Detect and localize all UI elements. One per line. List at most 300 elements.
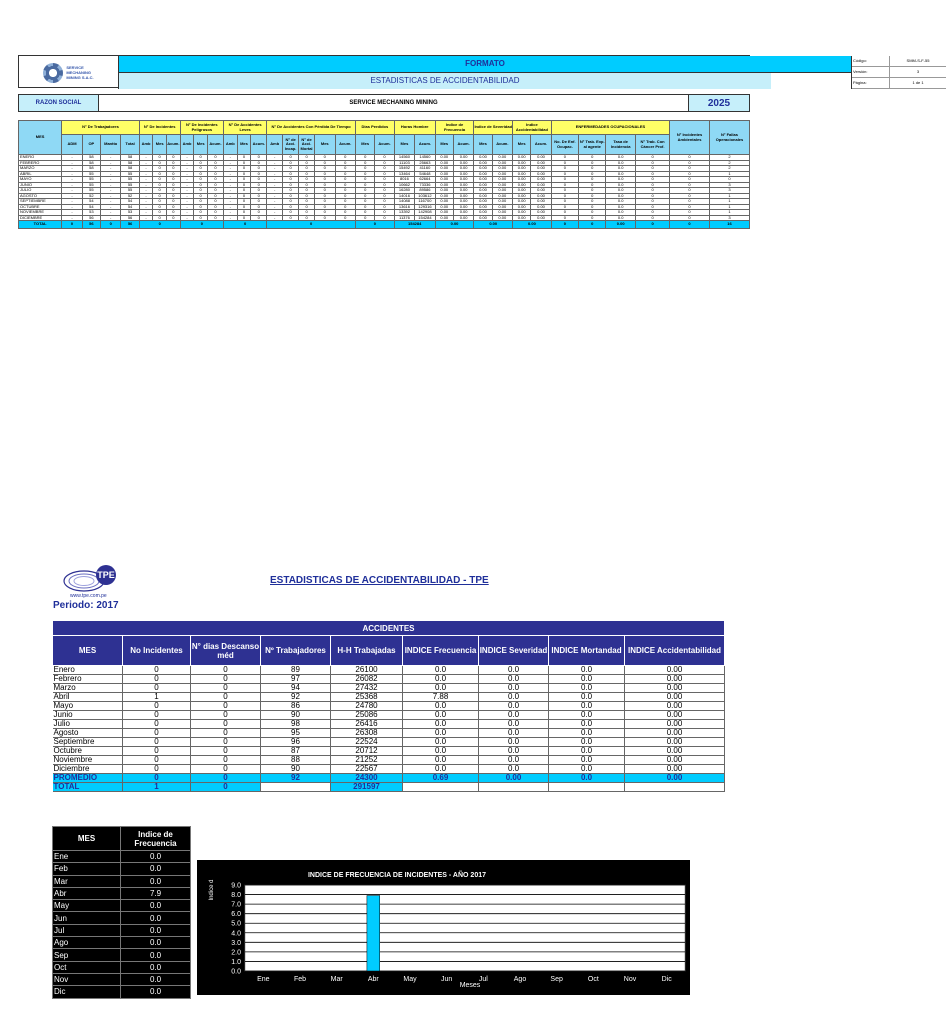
pagina-label: Página:	[852, 78, 890, 89]
table-cell: 1	[709, 210, 749, 216]
table-cell: 0.00	[513, 199, 531, 205]
table-cell: 8016	[394, 177, 414, 183]
table-cell: 0	[315, 188, 335, 194]
table-cell: -	[139, 177, 153, 183]
tpe-col-header: H-H Trabajadas	[331, 636, 403, 666]
version-label: Versión:	[852, 67, 890, 78]
table-cell: -	[139, 210, 153, 216]
table-cell: 0	[375, 199, 394, 205]
table-cell: -	[100, 166, 120, 172]
table-cell: 58	[121, 155, 139, 161]
table-cell: 0	[551, 155, 578, 161]
sub-acum: Acum.	[375, 135, 394, 155]
sub-acum: Acum.	[251, 135, 267, 155]
table-cell: 0	[283, 188, 299, 194]
table-cell: 0.0	[479, 765, 549, 774]
freq-value: 0.0	[121, 949, 191, 961]
table-cell: 0	[191, 711, 261, 720]
table-cell: 58	[82, 166, 100, 172]
table-cell: 0	[579, 177, 606, 183]
table-cell: -	[223, 210, 237, 216]
y-tick-label: 9.0	[231, 882, 241, 890]
table-cell: 0.0	[549, 729, 625, 738]
table-cell: 0	[194, 166, 208, 172]
table-row	[53, 924, 191, 936]
table-cell: 0	[375, 188, 394, 194]
table-cell: SEPTIEMBRE	[19, 199, 62, 205]
sub-mes: Mes	[153, 135, 167, 155]
table-cell: 0	[579, 215, 606, 221]
table-cell: 54	[82, 204, 100, 210]
table-cell: 55	[121, 177, 139, 183]
sub-acci-incap: N° de Acci. Incap.	[283, 135, 299, 155]
table-cell: 0	[299, 193, 315, 199]
table-cell: 0.00	[435, 155, 453, 161]
table-row	[53, 887, 191, 899]
table-cell: 0	[251, 193, 267, 199]
table-cell: 52	[121, 193, 139, 199]
y-tick-label: 4.0	[231, 930, 241, 938]
table-row	[53, 875, 191, 887]
table-cell: 27432	[331, 684, 403, 693]
table-cell: 0	[123, 684, 191, 693]
table-cell: 0.0	[549, 711, 625, 720]
table-cell: 0	[167, 215, 181, 221]
table-cell: 0	[579, 199, 606, 205]
table-cell: 0.00	[474, 166, 492, 172]
tpe-period: Periodo: 2017	[53, 600, 119, 611]
table-cell: 0	[191, 675, 261, 684]
table-cell: 0	[579, 160, 606, 166]
table-row	[53, 937, 191, 949]
table-cell: 97	[261, 675, 331, 684]
table-cell: 0.0	[479, 711, 549, 720]
table-cell: 0	[153, 160, 167, 166]
table-cell: Noviembre	[53, 756, 123, 765]
sub-acum: Acum.	[415, 135, 435, 155]
table-cell: 54	[121, 204, 139, 210]
table-cell: 0.00	[435, 182, 453, 188]
table-cell: 0.00	[453, 215, 474, 221]
table-cell: 1	[123, 783, 191, 792]
table-cell: 26100	[331, 666, 403, 675]
tpe-col-header: INDICE Mortandad	[549, 636, 625, 666]
table-cell: 89586	[415, 188, 435, 194]
table-cell: 116700	[415, 199, 435, 205]
table-cell: 90	[261, 765, 331, 774]
table-cell: 0	[579, 171, 606, 177]
table-cell: 3	[709, 188, 749, 194]
freq-month: Nov	[53, 973, 121, 985]
table-cell: 0	[237, 215, 251, 221]
table-row	[53, 973, 191, 985]
table-cell: 0	[579, 166, 606, 172]
y-tick-label: 6.0	[231, 911, 241, 919]
form-header	[18, 55, 930, 88]
total-cell: 0.00	[606, 221, 636, 229]
y-tick-label: 2.0	[231, 949, 241, 957]
table-cell: -	[180, 171, 194, 177]
table-cell: 0	[123, 711, 191, 720]
table-cell: 0.00	[492, 182, 513, 188]
table-cell: -	[62, 215, 82, 221]
table-cell: 0.0	[606, 204, 636, 210]
table-cell: 0.00	[513, 204, 531, 210]
table-cell: 26308	[331, 729, 403, 738]
table-cell: 0	[153, 171, 167, 177]
table-cell: 0	[283, 199, 299, 205]
table-cell: 0	[375, 171, 394, 177]
table-cell: 1	[709, 193, 749, 199]
table-cell: 0.00	[513, 177, 531, 183]
table-cell: FEBRERO	[19, 160, 62, 166]
table-cell: 98	[261, 720, 331, 729]
sub-op: OP	[82, 135, 100, 155]
table-cell: 0.00	[513, 160, 531, 166]
table-cell: 0	[551, 199, 578, 205]
table-cell: -	[139, 188, 153, 194]
freq-month: Jul	[53, 924, 121, 936]
table-cell: 0.00	[435, 171, 453, 177]
table-cell: 22524	[331, 738, 403, 747]
freq-month: Sep	[53, 949, 121, 961]
freq-value: 0.0	[121, 863, 191, 875]
table-cell: 0	[299, 155, 315, 161]
table-cell: 0	[237, 210, 251, 216]
table-cell: -	[100, 204, 120, 210]
table-cell: 0.00	[453, 160, 474, 166]
table-cell: 0	[635, 215, 669, 221]
table-cell: -	[267, 215, 283, 221]
table-cell: 0	[335, 182, 356, 188]
table-cell: 0	[299, 210, 315, 216]
table-cell: 0	[635, 199, 669, 205]
table-cell: 0	[356, 171, 375, 177]
table-cell: 14016	[394, 193, 414, 199]
freq-value: 0.0	[121, 875, 191, 887]
table-cell: 0.00	[531, 160, 551, 166]
table-row	[53, 863, 191, 875]
table-cell: 0	[208, 177, 224, 183]
freq-value: 0.0	[121, 912, 191, 924]
total-cell: 56	[82, 221, 100, 229]
table-cell: 0	[315, 199, 335, 205]
table-cell: 0.00	[453, 204, 474, 210]
y-tick-label: 8.0	[231, 892, 241, 900]
table-row	[53, 900, 191, 912]
tpe-logo-letters: TPE	[97, 570, 115, 580]
y-tick-label: 7.0	[231, 901, 241, 909]
table-cell: 0.0	[403, 756, 479, 765]
total-cell: 0.00	[435, 221, 474, 229]
table-cell: 62664	[415, 177, 435, 183]
table-cell: -	[223, 166, 237, 172]
col-incidentes-peligrosos: N° De Incidentes Peligrosos	[180, 121, 223, 135]
table-cell: 0	[375, 177, 394, 183]
table-cell: 0.0	[549, 765, 625, 774]
table-cell: 0.00	[513, 182, 531, 188]
table-cell: 0.0	[549, 684, 625, 693]
freq-month: Ago	[53, 937, 121, 949]
table-cell: Enero	[53, 666, 123, 675]
table-cell: 92	[261, 774, 331, 783]
total-row	[53, 783, 725, 792]
col-enfermedades: ENFERMEDADES OCUPACIONALES	[551, 121, 669, 135]
table-cell: 0	[315, 177, 335, 183]
freq-col-mes: MES	[53, 827, 121, 851]
table-cell: 0	[356, 210, 375, 216]
table-cell: 0	[194, 204, 208, 210]
table-cell: 58	[82, 155, 100, 161]
table-cell: 0	[251, 182, 267, 188]
table-cell: 0	[208, 155, 224, 161]
table-cell: 0.00	[435, 210, 453, 216]
table-cell: 14088	[394, 199, 414, 205]
form-subtitle: ESTADISTICAS DE ACCIDENTABILIDAD	[119, 73, 771, 90]
table-cell: 0.0	[549, 666, 625, 675]
table-cell: 55	[121, 171, 139, 177]
table-cell: 0	[153, 210, 167, 216]
table-cell: 0	[194, 155, 208, 161]
table-cell: 0	[153, 215, 167, 221]
total-cell: 0	[356, 221, 395, 229]
table-cell: 0	[709, 177, 749, 183]
table-cell: 0.0	[549, 747, 625, 756]
table-cell: 0	[167, 210, 181, 216]
table-cell: 0.00	[474, 155, 492, 161]
table-cell: 0	[191, 783, 261, 792]
sub-mes: Mes	[435, 135, 453, 155]
table-cell: 0	[579, 210, 606, 216]
table-cell: 0	[191, 756, 261, 765]
table-cell: 0	[194, 210, 208, 216]
table-cell: -	[139, 160, 153, 166]
table-cell: 0	[635, 188, 669, 194]
table-cell: 0	[635, 193, 669, 199]
table-cell: 0	[251, 171, 267, 177]
table-cell: -	[62, 188, 82, 194]
table-cell: 1	[709, 204, 749, 210]
table-cell: 0.00	[625, 693, 725, 702]
table-cell: 25663	[415, 160, 435, 166]
table-cell: -	[100, 155, 120, 161]
tpe-col-header: No Incidentes	[123, 636, 191, 666]
table-cell: -	[180, 215, 194, 221]
table-cell	[403, 783, 479, 792]
table-cell: 0	[375, 215, 394, 221]
table-cell: 0	[375, 193, 394, 199]
table-cell: 0	[299, 188, 315, 194]
col-indice-frecuencia: Indice de Frecuencia	[435, 121, 474, 135]
table-cell: 0.69	[403, 774, 479, 783]
table-cell: 0	[635, 177, 669, 183]
table-cell: 0	[123, 774, 191, 783]
table-cell: 0	[208, 166, 224, 172]
table-cell: 0	[283, 215, 299, 221]
table-cell: -	[267, 166, 283, 172]
table-cell: -	[100, 215, 120, 221]
table-cell: 0	[123, 720, 191, 729]
table-cell: -	[267, 177, 283, 183]
tpe-col-header: INDICE Severidad	[479, 636, 549, 666]
freq-month: Oct	[53, 961, 121, 973]
total-cell: 0	[551, 221, 578, 229]
table-cell: 0	[335, 199, 356, 205]
table-cell: 0	[315, 210, 335, 216]
table-cell: -	[180, 199, 194, 205]
table-cell: 0.00	[453, 188, 474, 194]
sub-acum: Acum.	[335, 135, 356, 155]
plot-area	[245, 885, 685, 971]
sub-mes: Mes	[194, 135, 208, 155]
table-cell: 0	[208, 193, 224, 199]
table-cell: 0	[153, 177, 167, 183]
x-tick-label: Nov	[623, 976, 637, 983]
col-indice-severidad: Indice de Severidad	[474, 121, 513, 135]
table-cell: 0.00	[453, 155, 474, 161]
freq-month: May	[53, 900, 121, 912]
table-cell: -	[223, 193, 237, 199]
table-cell: 0.00	[625, 765, 725, 774]
table-cell: -	[100, 182, 120, 188]
table-cell: 0	[635, 160, 669, 166]
table-cell: 0.00	[435, 188, 453, 194]
table-cell: 3	[709, 215, 749, 221]
table-cell: 0.00	[513, 193, 531, 199]
freq-value: 0.0	[121, 851, 191, 863]
table-row	[53, 912, 191, 924]
table-cell: 0.00	[474, 171, 492, 177]
table-cell: -	[62, 160, 82, 166]
table-cell	[479, 783, 549, 792]
table-cell: 0	[670, 171, 710, 177]
table-cell: 54	[121, 199, 139, 205]
table-cell: -	[267, 160, 283, 166]
total-row	[19, 221, 750, 229]
sub-trab-exp: N° Trab. Exp. al agente	[579, 135, 606, 155]
table-cell: 0	[335, 155, 356, 161]
table-cell: 10662	[394, 182, 414, 188]
table-cell: 0.00	[492, 215, 513, 221]
table-cell: 0	[356, 182, 375, 188]
table-cell: 0	[237, 204, 251, 210]
table-cell: -	[100, 177, 120, 183]
table-cell: 0	[237, 177, 251, 183]
table-cell: 0.0	[549, 720, 625, 729]
table-cell: 7.88	[403, 693, 479, 702]
freq-value: 0.0	[121, 924, 191, 936]
table-cell: 87	[261, 747, 331, 756]
table-cell: 0	[579, 182, 606, 188]
pagina-value: 1 de 1	[890, 78, 946, 89]
table-cell: 0	[191, 729, 261, 738]
freq-month: Ene	[53, 851, 121, 863]
table-cell: 0.00	[474, 193, 492, 199]
table-cell: 0.00	[453, 199, 474, 205]
table-cell: 58	[82, 160, 100, 166]
table-cell: -	[267, 188, 283, 194]
table-cell: 0.00	[513, 171, 531, 177]
table-cell: 0	[335, 193, 356, 199]
table-cell: 0	[194, 160, 208, 166]
table-cell: 0	[299, 160, 315, 166]
table-cell: -	[139, 166, 153, 172]
table-cell: 0.0	[606, 177, 636, 183]
table-cell: TOTAL	[53, 783, 123, 792]
table-cell: 54648	[415, 171, 435, 177]
table-cell: AGOSTO	[19, 193, 62, 199]
table-cell: 0	[123, 747, 191, 756]
table-cell: 0.00	[531, 171, 551, 177]
table-cell: MAYO	[19, 177, 62, 183]
table-cell: 24300	[331, 774, 403, 783]
table-cell: 0.0	[549, 702, 625, 711]
table-cell: 0.0	[606, 193, 636, 199]
y-tick-label: 5.0	[231, 920, 241, 928]
accidents-header: ACCIDENTES	[53, 621, 725, 636]
table-cell: 0.00	[453, 182, 474, 188]
table-cell: -	[223, 177, 237, 183]
table-cell: 0	[670, 193, 710, 199]
table-cell: 0	[153, 155, 167, 161]
table-cell: 0.00	[479, 774, 549, 783]
table-cell: 0.00	[531, 204, 551, 210]
total-cell: 154284	[394, 221, 435, 229]
table-cell: 95	[261, 729, 331, 738]
table-row	[53, 961, 191, 973]
table-cell: -	[180, 177, 194, 183]
table-cell: 0	[167, 177, 181, 183]
y-axis-label: Indice d	[209, 879, 215, 901]
table-cell: 0	[579, 193, 606, 199]
table-cell: -	[180, 160, 194, 166]
table-cell: 0.00	[531, 182, 551, 188]
table-cell: 0.00	[474, 215, 492, 221]
table-cell: 0.00	[531, 199, 551, 205]
table-cell: 0.00	[625, 729, 725, 738]
x-axis-label: Meses	[459, 982, 481, 989]
table-cell: 0.00	[492, 155, 513, 161]
table-cell: Agosto	[53, 729, 123, 738]
table-cell: 0	[194, 193, 208, 199]
table-cell: 0	[551, 171, 578, 177]
total-cell: 0	[635, 221, 669, 229]
table-cell: -	[139, 171, 153, 177]
table-cell: 0.00	[531, 215, 551, 221]
table-cell: 0	[167, 155, 181, 161]
sub-amb: Amb	[180, 135, 194, 155]
sub-acum: Acum.	[453, 135, 474, 155]
table-cell: 0	[356, 166, 375, 172]
table-cell: 0.00	[625, 684, 725, 693]
table-cell: JULIO	[19, 188, 62, 194]
table-cell: 0	[167, 166, 181, 172]
table-cell: Diciembre	[53, 765, 123, 774]
table-cell: 0.0	[606, 210, 636, 216]
table-cell: 22567	[331, 765, 403, 774]
col-dias-perdidos: Dias Perdidos	[356, 121, 395, 135]
table-cell: 0	[283, 166, 299, 172]
table-cell: 0	[208, 215, 224, 221]
table-cell: 0.0	[479, 756, 549, 765]
tpe-accidents-table	[52, 620, 725, 792]
table-cell: 0.00	[513, 210, 531, 216]
y-tick-label: 3.0	[231, 939, 241, 947]
table-cell: 0.0	[403, 765, 479, 774]
table-cell: Julio	[53, 720, 123, 729]
table-cell: 129316	[415, 204, 435, 210]
table-cell: 53	[121, 210, 139, 216]
